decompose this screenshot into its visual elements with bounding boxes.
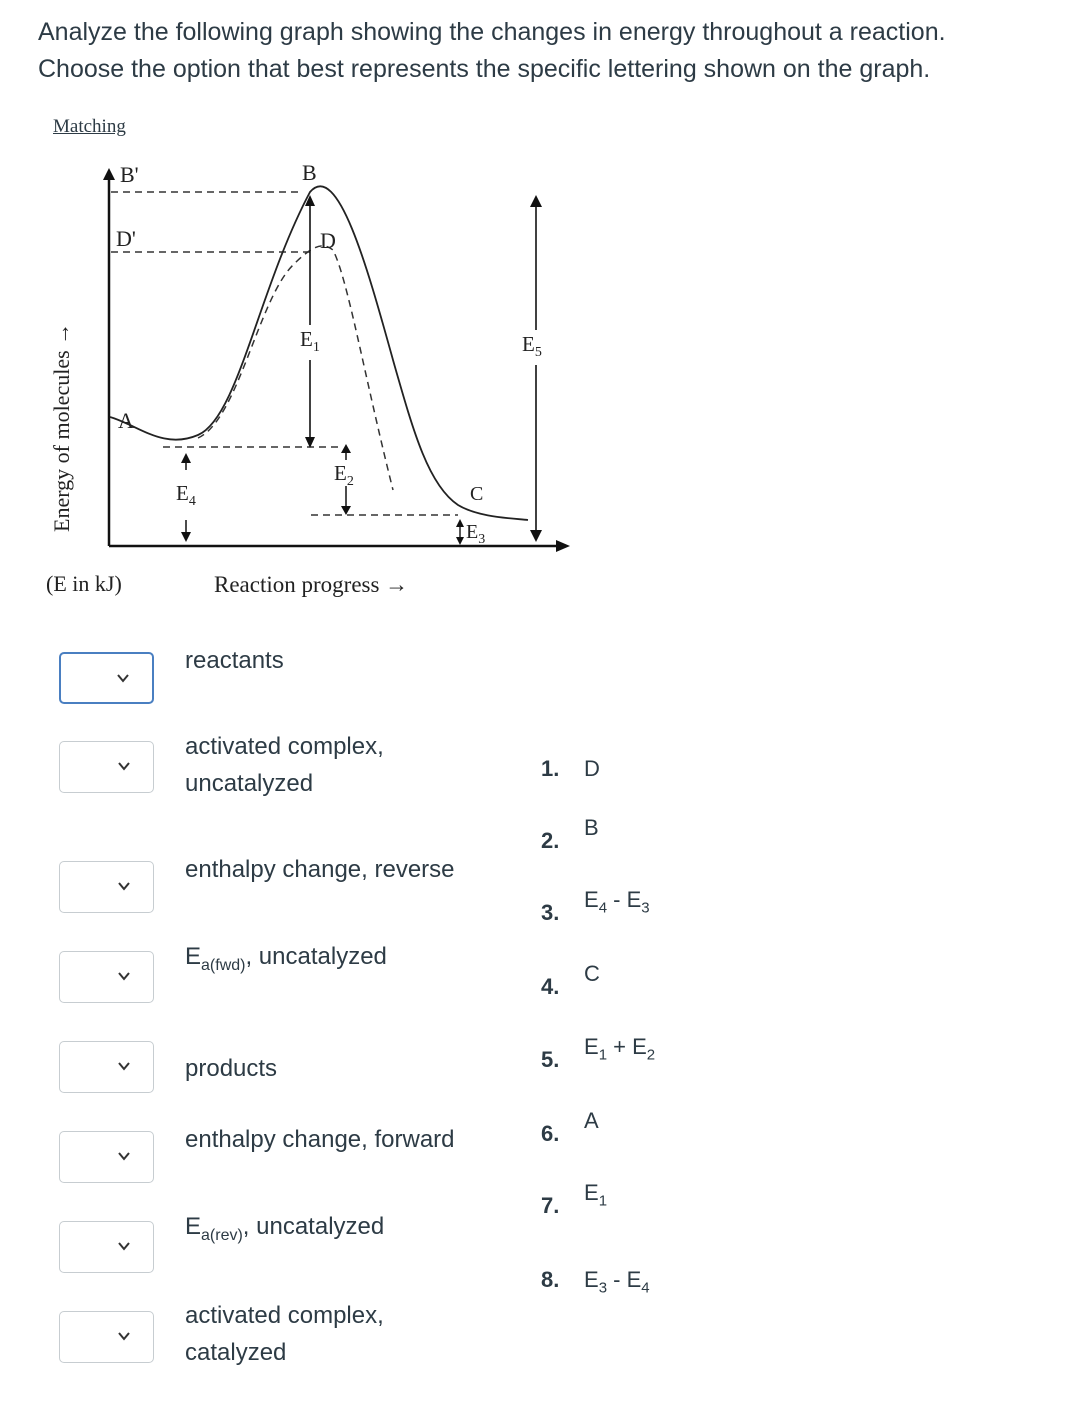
answer-5-text: $E_1 + E_2$ bbox=[584, 1034, 656, 1064]
prompt-4-sub: a(fwd) bbox=[201, 956, 246, 974]
prompt-8 bbox=[185, 1297, 505, 1371]
label-e3: $E_3$ bbox=[466, 521, 486, 547]
prompt-7-rest: , uncatalyzed bbox=[242, 1213, 385, 1240]
chevron-down-icon bbox=[117, 969, 131, 983]
prompt-7-sub: a(rev) bbox=[201, 1226, 243, 1244]
y-unit-label: (E in kJ) bbox=[46, 571, 122, 596]
energy-diagram bbox=[38, 150, 578, 610]
e4-arrow-head-down bbox=[181, 532, 191, 542]
e3-arrow-head-down bbox=[456, 537, 464, 545]
e2-arrow-head-down bbox=[341, 506, 351, 515]
e5-arrow-head-up bbox=[530, 195, 542, 207]
prompt-6: enthalpy change, forward bbox=[185, 1126, 455, 1153]
prompt-7 bbox=[185, 1208, 505, 1254]
label-a: A bbox=[118, 408, 134, 433]
question-text bbox=[38, 14, 1038, 88]
label-c: C bbox=[470, 483, 484, 505]
match-select-4[interactable] bbox=[59, 951, 154, 1003]
chevron-down-icon bbox=[117, 1149, 131, 1163]
chevron-down-icon bbox=[117, 759, 131, 773]
e5-arrow-head-down bbox=[530, 530, 542, 542]
chevron-down-icon bbox=[117, 879, 131, 893]
prompt-4-rest: , uncatalyzed bbox=[245, 943, 387, 970]
match-select-5[interactable] bbox=[59, 1041, 154, 1093]
answer-4-text: C bbox=[584, 961, 600, 986]
match-select-6[interactable] bbox=[59, 1131, 154, 1183]
energy-diagram-svg bbox=[38, 150, 578, 610]
answer-4-num: 4. bbox=[541, 974, 560, 999]
answer-3-num: 3. bbox=[541, 900, 560, 925]
prompt-4 bbox=[185, 938, 505, 984]
match-select-7[interactable] bbox=[59, 1221, 154, 1273]
e2-arrow-head-up bbox=[341, 444, 351, 453]
match-select-3[interactable] bbox=[59, 861, 154, 913]
label-b: B bbox=[302, 160, 317, 185]
match-select-1[interactable] bbox=[59, 652, 154, 704]
prompt-2-line-2: uncatalyzed bbox=[185, 770, 314, 797]
answer-2-num: 2. bbox=[541, 828, 560, 853]
answer-6-text: A bbox=[584, 1108, 599, 1133]
answer-1-num: 1. bbox=[541, 756, 560, 781]
answer-7-text: $E_1$ bbox=[584, 1180, 608, 1210]
x-axis-arrow bbox=[556, 540, 570, 552]
prompt-2-line-1: activated complex, bbox=[185, 733, 384, 760]
answer-1-text: D bbox=[584, 756, 600, 781]
matching-link[interactable]: Matching bbox=[53, 116, 126, 137]
prompt-5: products bbox=[185, 1055, 278, 1082]
answer-7-num: 7. bbox=[541, 1193, 560, 1218]
label-e4: $E_4$ bbox=[176, 481, 196, 509]
label-d: D bbox=[320, 228, 336, 253]
label-e1: $E_1$ bbox=[300, 327, 320, 355]
label-d-prime: D' bbox=[116, 226, 136, 251]
chevron-down-icon bbox=[117, 1329, 131, 1343]
y-axis-arrow bbox=[103, 168, 115, 180]
chevron-down-icon bbox=[117, 1059, 131, 1073]
y-axis-label: Energy of molecules → bbox=[49, 322, 74, 532]
answer-6-num: 6. bbox=[541, 1121, 560, 1146]
e4-arrow-head-up bbox=[181, 453, 191, 463]
catalyzed-curve bbox=[198, 246, 393, 490]
answer-5-num: 5. bbox=[541, 1047, 560, 1072]
label-e2: $E_2$ bbox=[334, 461, 354, 489]
e3-arrow-head-up bbox=[456, 519, 464, 527]
prompt-4-e: E bbox=[185, 943, 202, 970]
answer-2-text: B bbox=[584, 815, 599, 840]
x-axis-label: Reaction progress → bbox=[214, 572, 409, 597]
prompt-2 bbox=[185, 728, 505, 802]
prompt-1: reactants bbox=[185, 647, 284, 674]
answer-3-text: $E_4 - E_3$ bbox=[584, 887, 650, 917]
prompt-8-line-2: catalyzed bbox=[185, 1339, 287, 1366]
label-e5: $E_5$ bbox=[522, 332, 542, 360]
prompt-3: enthalpy change, reverse bbox=[185, 856, 455, 883]
match-select-2[interactable] bbox=[59, 741, 154, 793]
question-line-1: Analyze the following graph showing the changes in energy throughout a reaction. bbox=[38, 18, 946, 46]
match-select-8[interactable] bbox=[59, 1311, 154, 1363]
prompt-7-e: E bbox=[185, 1213, 202, 1240]
label-b-prime: B' bbox=[120, 162, 139, 187]
answer-8-num: 8. bbox=[541, 1267, 560, 1292]
prompt-8-line-1: activated complex, bbox=[185, 1302, 384, 1329]
chevron-down-icon bbox=[117, 1239, 131, 1253]
chevron-down-icon bbox=[116, 671, 130, 685]
question-line-2: Choose the option that best represents the specific lettering shown on the graph. bbox=[38, 55, 931, 83]
answer-8-text: $E_3 - E_4$ bbox=[584, 1267, 650, 1297]
